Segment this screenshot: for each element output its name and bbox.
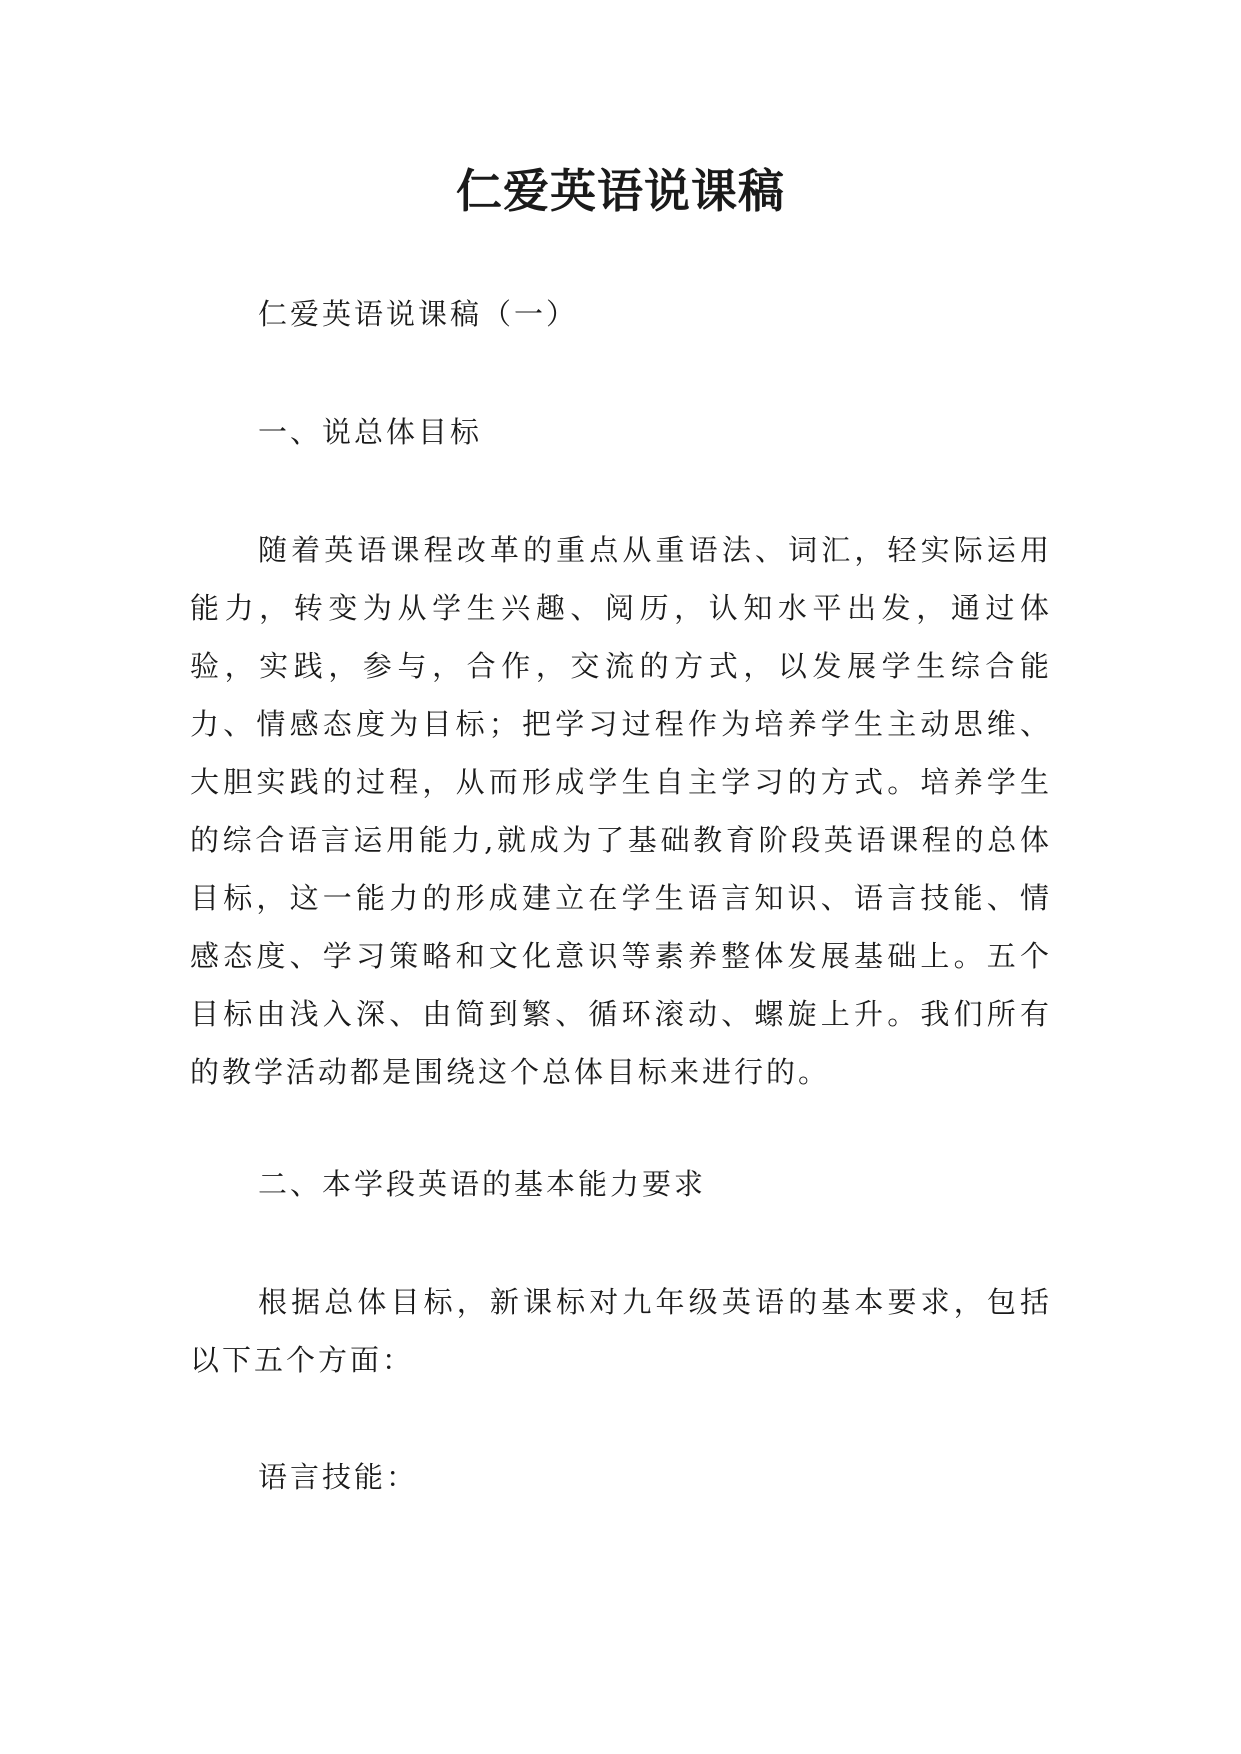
document-subtitle: 仁爱英语说课稿（一）	[258, 297, 579, 331]
section-heading-2: 二、本学段英语的基本能力要求	[258, 1167, 707, 1201]
section-heading-1: 一、说总体目标	[258, 415, 483, 449]
section-body-2: 根据总体目标，新课标对九年级英语的基本要求，包括以下五个方面：	[190, 1285, 1052, 1377]
section-item-language-skills: 语言技能：	[258, 1460, 419, 1494]
section-body-1: 随着英语课程改革的重点从重语法、词汇，轻实际运用能力，转变为从学生兴趣、阅历，认知水平出发，通过体验，实践，参与，合作，交流的方式，以发展学生综合能力、情感态度为目标；把学习过程作为培养学生主动思维、大胆实践的过程，从而形成学生自主学习的方式。培养学生的综合语言运用能力,就成为了基础教育阶段英语课程的总体目标，这一能力的形成建立在学生语言知识、语言技能、情感态度、学习策略和文化意识等素养整体发展基础上。五个目标由浅入深、由简到繁、循环滚动、螺旋上升。我们所有的教学活动都是围绕这个总体目标来进行的。	[190, 533, 1052, 1089]
document-title: 仁爱英语说课稿	[456, 164, 785, 218]
